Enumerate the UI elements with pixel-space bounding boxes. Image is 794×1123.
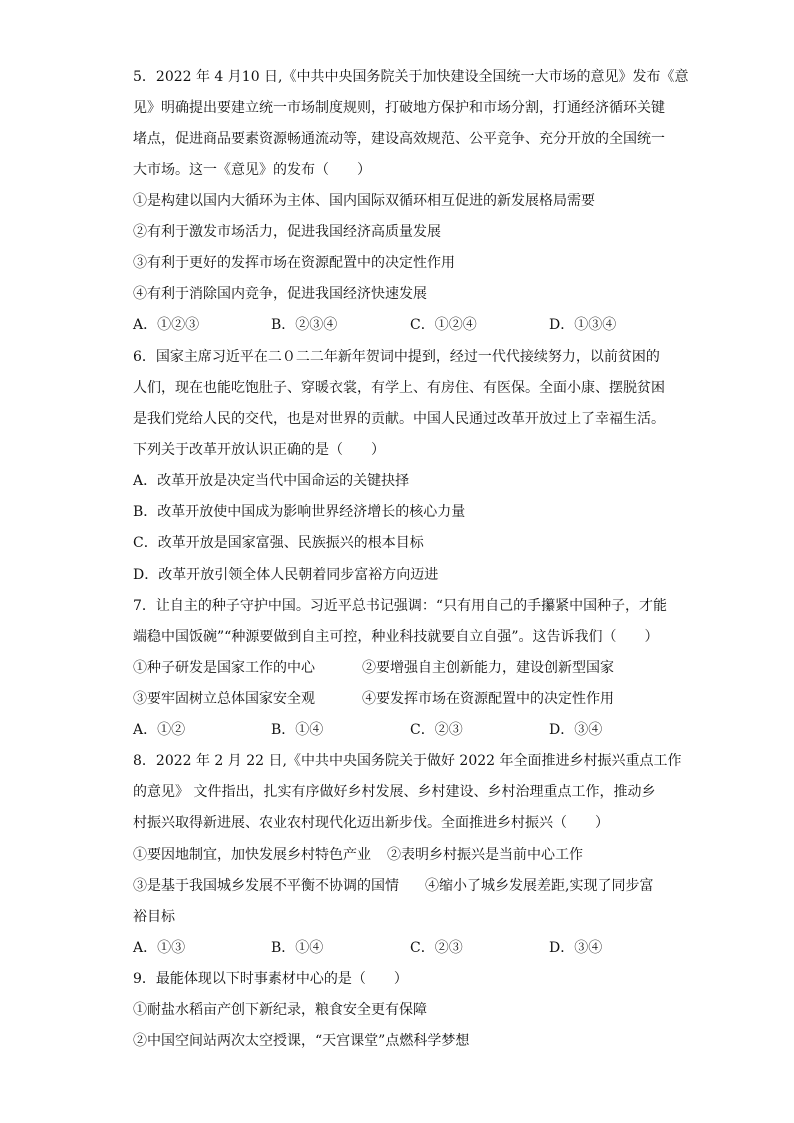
question-6-stem-line: 人们，现在也能吃饱肚子、穿暖衣裳，有学上、有房住、有医保。全面小康、摆脱贫困 [133,380,665,396]
question-5-options [133,315,673,335]
question-5-stem-line: 5．2022 年 4 月10 日,《中共中央国务院关于加快建设全国统一大市场的意见》发布《意 [133,69,689,85]
option-a[interactable]: A．①② [133,722,186,738]
option-a[interactable]: A．①②③ [133,317,200,333]
option-b[interactable]: B．①④ [271,940,324,956]
question-7-item: ④要发挥市场在资源配置中的决定性作用 [362,691,614,707]
question-8-stem-line: 的意见》 文件指出，扎实有序做好乡村发展、乡村建设、乡村治理重点工作，推动乡 [133,784,656,800]
question-5-item: ①是构建以国内大循环为主体、国内国际双循环相互促进的新发展格局需要 [133,193,595,209]
option-d[interactable]: D．③④ [549,940,603,956]
question-8-item: ①要因地制宜，加快发展乡村特色产业 [133,847,371,863]
question-8-items-row [133,845,673,865]
question-7-stem-line: 端稳中国饭碗”“种源要做到自主可控，种业科技就要自立自强”。这告诉我们（ ） [133,629,659,645]
option-b[interactable]: B．②③④ [271,317,338,333]
option-a[interactable]: A．①③ [133,940,186,956]
option-c[interactable]: C．①②④ [410,317,477,333]
question-5-item: ③有利于更好的发挥市场在资源配置中的决定性作用 [133,255,455,271]
question-8-options [133,938,673,958]
question-6-stem-line: 6．国家主席习近平在二０二二年新年贺词中提到，经过一代代接续努力，以前贫困的 [133,349,660,365]
question-7-items-row [133,658,673,678]
question-8-items-row [133,876,673,896]
question-5-stem-line: 堵点，促进商品要素资源畅通流动等，建设高效规范、公平竞争、充分开放的全国统一 [133,131,665,147]
question-9-stem-line: 9．最能体现以下时事素材中心的是（ ） [133,971,408,987]
option-b[interactable]: B．①④ [271,722,324,738]
question-8-item-continuation: 裕目标 [133,909,175,925]
question-8-stem-line: 8．2022 年 2 月 22 日,《中共中央国务院关于做好 2022 年全面推进乡村振兴重点工作 [133,753,682,769]
question-5-item: ②有利于激发市场活力，促进我国经济高质量发展 [133,224,441,240]
option-c[interactable]: C．②③ [410,722,463,738]
question-8-stem-line: 村振兴取得新进展、农业农村现代化迈出新步伐。全面推进乡村振兴（ ） [133,815,609,831]
question-7-item: ①种子研发是国家工作的中心 [133,660,315,676]
option-c[interactable]: C．②③ [410,940,463,956]
question-5-stem-line: 见》明确提出要建立统一市场制度规则，打破地方保护和市场分割，打通经济循环关键 [133,100,665,116]
question-7-options [133,720,673,740]
question-9-item: ②中国空间站两次太空授课，“天宫课堂”点燃科学梦想 [133,1033,470,1049]
option-d[interactable]: D．③④ [549,722,603,738]
question-9-item: ①耐盐水稻亩产创下新纪录，粮食安全更有保障 [133,1002,427,1018]
question-5-item: ④有利于消除国内竞争，促进我国经济快速发展 [133,286,427,302]
question-7-items-row [133,689,673,709]
question-7-stem-line: 7．让自主的种子守护中国。习近平总书记强调：“只有用自己的手攥紧中国种子，才能 [133,598,668,614]
question-8-item: ④缩小了城乡发展差距,实现了同步富 [425,878,654,894]
question-5-stem-line: 大市场。这一《意见》的发布（ ） [133,162,371,178]
question-8-item: ②表明乡村振兴是当前中心工作 [387,847,583,863]
question-7-item: ③要牢固树立总体国家安全观 [133,691,315,707]
question-8-item: ③是基于我国城乡发展不平衡不协调的国情 [133,878,399,894]
option-c[interactable]: C．改革开放是国家富强、民族振兴的根本目标 [133,535,424,551]
question-7-item: ②要增强自主创新能力，建设创新型国家 [362,660,614,676]
option-a[interactable]: A．改革开放是决定当代中国命运的关键抉择 [133,473,410,489]
question-6-stem-line: 下列关于改革开放认识正确的是（ ） [133,442,385,458]
question-6-stem-line: 是我们党给人民的交代，也是对世界的贡献。中国人民通过改革开放过上了幸福生活。 [133,411,665,427]
option-b[interactable]: B．改革开放使中国成为影响世界经济增长的核心力量 [133,504,466,520]
option-d[interactable]: D．①③④ [549,317,617,333]
option-d[interactable]: D．改革开放引领全体人民朝着同步富裕方向迈进 [133,567,439,583]
